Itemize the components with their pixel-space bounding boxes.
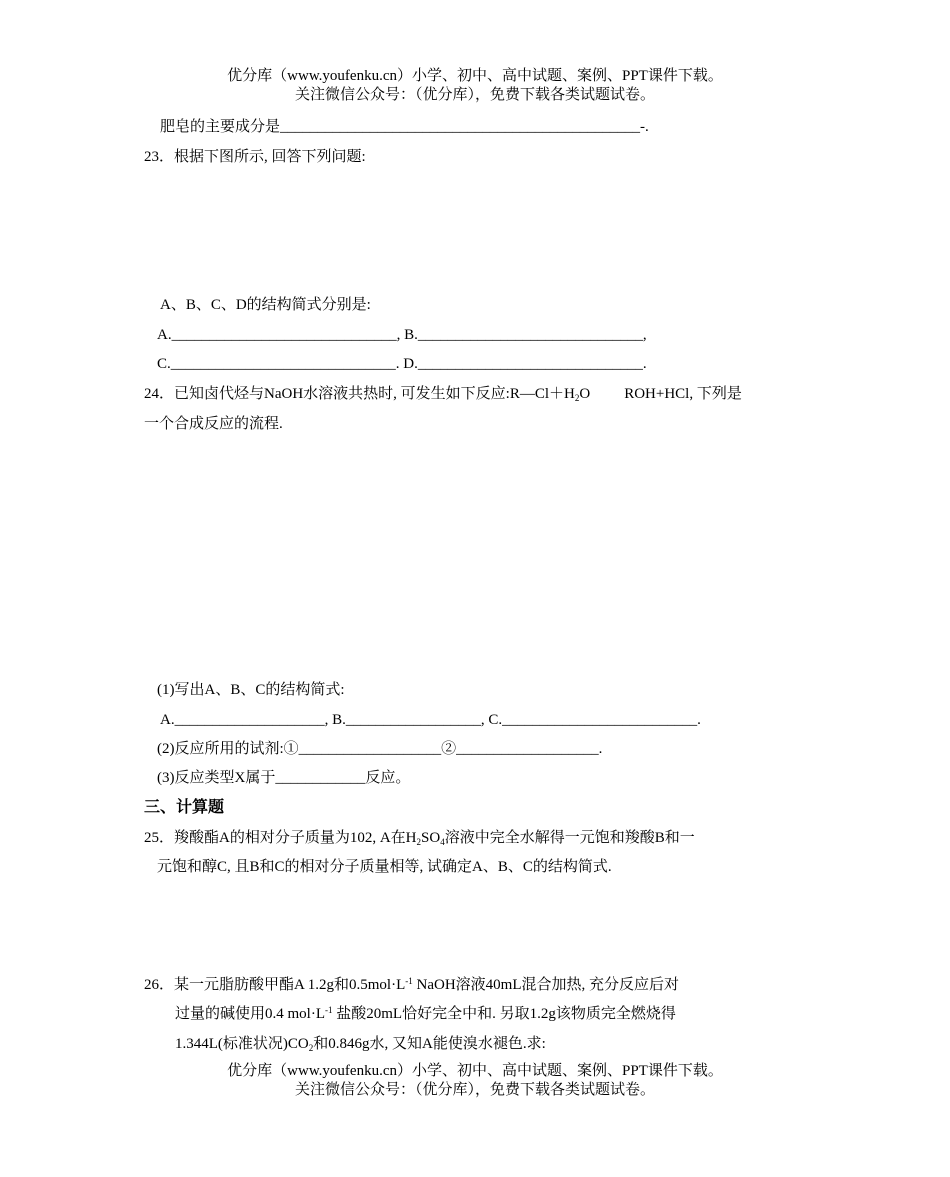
- q24-part-1: (1)写出A、B、C的结构简式:: [157, 682, 345, 698]
- q24-part-2: (2)反应所用的试剂:①___________________②___________________.: [157, 741, 603, 757]
- q25-text-b: SO: [421, 830, 441, 846]
- q26-text-1a: 26．某一元脂肪酸甲酯A 1.2g和0.5mol·L: [144, 977, 406, 993]
- q25-text-a: 25．羧酸酯A的相对分子质量为102, A在H: [144, 830, 417, 846]
- q26-line-3: [175, 1035, 546, 1053]
- q26-sup-2: -1: [325, 1005, 333, 1015]
- q22-soap-line: 肥皂的主要成分是________________________________________________-.: [160, 119, 649, 135]
- q23-answer-ab: A.______________________________, B.______________________________,: [157, 327, 647, 343]
- q26-text-2b: 盐酸20mL恰好完全中和. 另取1.2g该物质完全燃烧得: [332, 1006, 676, 1022]
- header-line-2: 关注微信公众号：（优分库），免费下载各类试题试卷。: [294, 87, 655, 103]
- q25-line-2: 元饱和醇C, 且B和C的相对分子质量相等, 试确定A、B、C的结构简式.: [157, 859, 612, 875]
- q24-stem-line-2: 一个合成反应的流程.: [144, 416, 283, 432]
- footer-line-1: 优分库（www.youfenku.cn）小学、初中、高中试题、案例、PPT课件下载。: [227, 1063, 723, 1079]
- q25-sub-2: 4: [440, 837, 445, 847]
- q25-line-1: [144, 829, 695, 847]
- q23-prompt: A、B、C、D的结构简式分别是:: [160, 297, 371, 313]
- q26-line-1: [144, 976, 679, 994]
- q24-part-1-blanks: A.____________________, B.__________________, C.__________________________.: [160, 712, 701, 728]
- q24-sub-2: 2: [574, 393, 580, 403]
- q26-text-2a: 过量的碱使用0.4 mol·L: [175, 1006, 325, 1022]
- q26-sub-3: 2: [308, 1043, 314, 1053]
- section-3-title: 三、计算题: [144, 799, 225, 816]
- q24-stem-b: O: [579, 386, 591, 402]
- q24-stem-c: ROH+HCl, 下列是: [624, 386, 742, 402]
- q25-sub-1: 2: [416, 837, 421, 847]
- q26-sup-1: -1: [405, 976, 413, 986]
- q24-stem-a: 24．已知卤代烃与NaOH水溶液共热时, 可发生如下反应:R—Cl＋H: [144, 386, 575, 402]
- q26-text-3a: 1.344L(标准状况)CO: [175, 1036, 309, 1052]
- q26-line-2: [175, 1005, 676, 1023]
- q25-text-c: 溶液中完全水解得一元饱和羧酸B和一: [444, 830, 695, 846]
- q26-text-3b: 和0.846g水, 又知A能使溴水褪色.求:: [313, 1036, 546, 1052]
- header-line-1: 优分库（www.youfenku.cn）小学、初中、高中试题、案例、PPT课件下载。: [227, 68, 723, 84]
- footer-line-2: 关注微信公众号：（优分库），免费下载各类试题试卷。: [294, 1082, 655, 1098]
- q23-answer-cd: C.______________________________. D.______________________________.: [157, 356, 647, 372]
- q23-stem: 23．根据下图所示, 回答下列问题:: [144, 149, 366, 165]
- q24-stem-line-1: [144, 385, 742, 403]
- q26-text-1b: NaOH溶液40mL混合加热, 充分反应后对: [412, 977, 679, 993]
- q24-part-3: (3)反应类型X属于____________反应。: [157, 770, 411, 786]
